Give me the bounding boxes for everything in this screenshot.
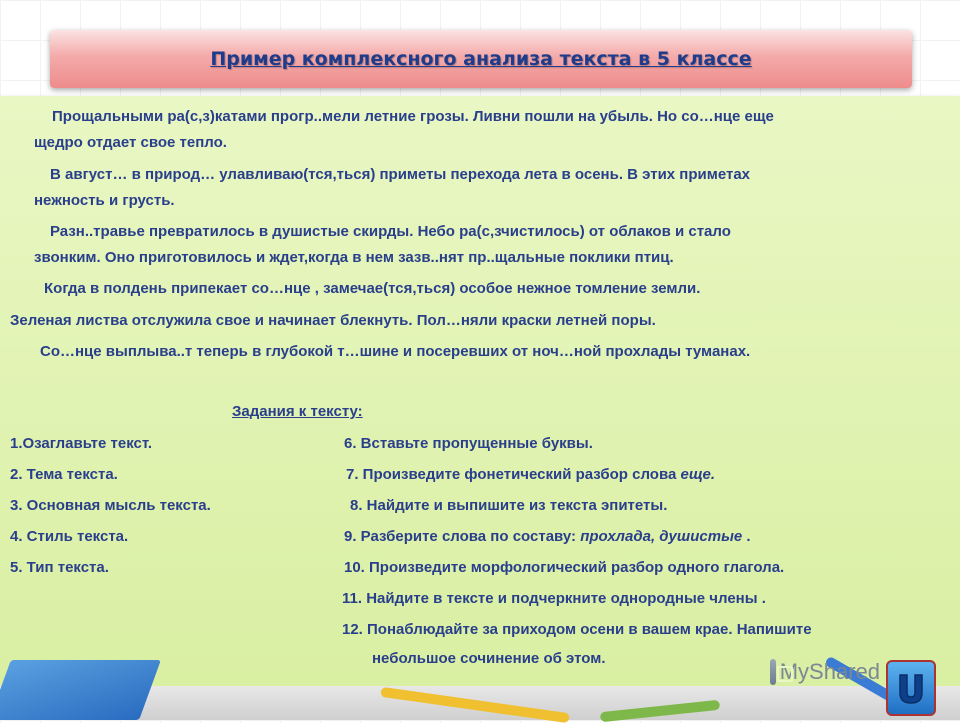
task-word: прохлада, душистые bbox=[580, 528, 743, 545]
text-line: Прощальными ра(с,з)катами прогр..мели летние грозы. Ливни пошли на убыль. Но со…нце еще bbox=[52, 108, 774, 125]
content-panel bbox=[0, 96, 960, 686]
logo-text: MyShared bbox=[779, 659, 880, 684]
task-text: 9. Разберите слова по составу: bbox=[344, 528, 581, 545]
text-line: звонким. Оно приготовилось и ждет,когда в нем зазв..нят пр..щальные поклики птиц. bbox=[34, 249, 674, 266]
text-line: щедро отдает свое тепло. bbox=[34, 134, 227, 151]
task-item: 4. Стиль текста. bbox=[10, 528, 129, 545]
tasks-heading: Задания к тексту: bbox=[232, 403, 363, 420]
page-title: Пример комплексного анализа текста в 5 классе bbox=[210, 48, 752, 70]
text-line: В август… в природ… улавливаю(тся,ться) приметы перехода лета в осень. В этих приметах bbox=[50, 166, 751, 183]
task-item: 2. Тема текста. bbox=[10, 466, 118, 483]
task-item: 3. Основная мысль текста. bbox=[10, 497, 211, 514]
task-text: 7. Произведите фонетический разбор слова bbox=[346, 466, 681, 483]
task-item: небольшое сочинение об этом. bbox=[372, 650, 606, 667]
task-item: 11. Найдите в тексте и подчеркните однородные члены . bbox=[342, 590, 766, 607]
task-item: 1.Озаглавьте текст. bbox=[10, 435, 153, 452]
task-item: 8. Найдите и выпишите из текста эпитеты. bbox=[350, 497, 668, 514]
book-decoration bbox=[0, 660, 161, 720]
task-item: 10. Произведите морфологический разбор одного глагола. bbox=[344, 559, 785, 576]
myshared-logo-icon bbox=[770, 659, 776, 685]
myshared-logo bbox=[770, 657, 880, 687]
home-icon bbox=[894, 669, 928, 707]
text-line: Разн..травье превратилось в душистые скирды. Небо ра(с,зчистилось) от облаков и стало bbox=[50, 223, 731, 240]
task-item: 12. Понаблюдайте за приходом осени в вашем крае. Напишите bbox=[342, 621, 812, 638]
text-line: нежность и грусть. bbox=[34, 192, 175, 209]
task-item bbox=[346, 466, 715, 483]
task-item: 6. Вставьте пропущенные буквы. bbox=[344, 435, 593, 452]
task-item: 5. Тип текста. bbox=[10, 559, 109, 576]
task-word: еще. bbox=[680, 466, 716, 483]
text-line: Когда в полдень припекает со…нце , замечае(тся,ться) особое нежное томление земли. bbox=[44, 280, 701, 297]
home-button[interactable] bbox=[886, 660, 936, 716]
text-line: Зеленая листва отслужила свое и начинает блекнуть. Пол…няли краски летней поры. bbox=[10, 312, 656, 329]
task-item bbox=[344, 528, 751, 545]
text-line: Со…нце выплыва..т теперь в глубокой т…шине и посеревших от ноч…ной прохлады туманах. bbox=[40, 343, 751, 360]
task-text: . bbox=[742, 528, 751, 545]
title-banner bbox=[50, 30, 912, 88]
